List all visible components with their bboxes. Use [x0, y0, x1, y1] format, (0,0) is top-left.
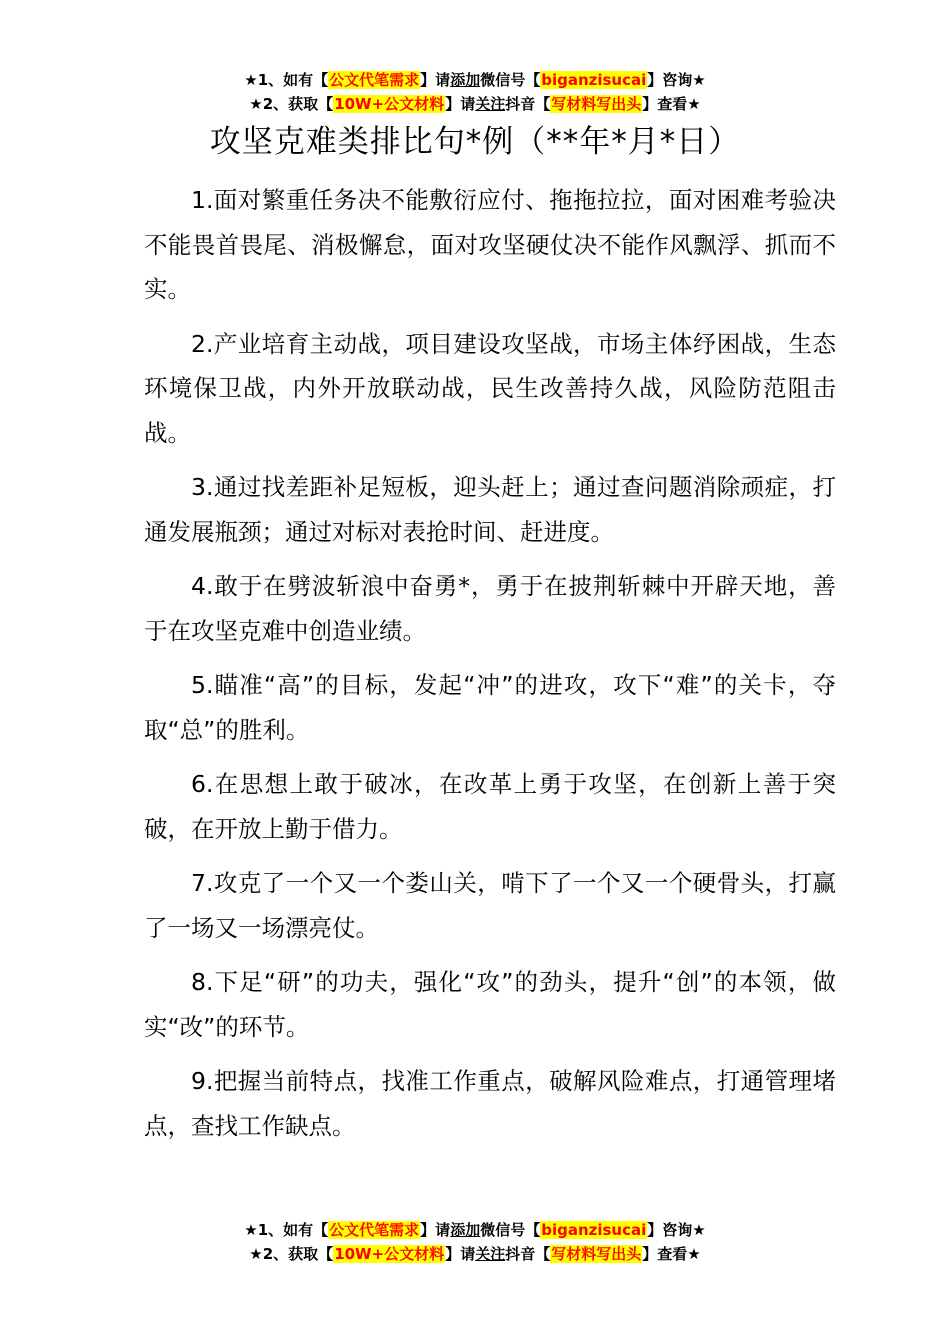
paragraph-4: 4.敢于在劈波斩浪中奋勇*，勇于在披荆斩棘中开辟天地，善于在攻坚克难中创造业绩。: [144, 572, 836, 645]
promo-line-2: [0, 1242, 950, 1266]
paragraph-5: 5.瞄准“高”的目标，发起“冲”的进攻，攻下“难”的关卡，夺取“总”的胜利。: [144, 671, 836, 744]
promo-text: 】请: [420, 1221, 451, 1239]
promo-text: 】请: [420, 71, 451, 89]
promo-highlight: 10W+公文材料: [334, 1245, 445, 1263]
promo-text: 】请: [445, 95, 476, 113]
promo-underlined: 添加: [450, 71, 481, 89]
header-promo-banner: [0, 68, 950, 116]
promo-wechat-id: biganzisucai: [541, 1221, 647, 1239]
promo-underlined: 关注: [475, 95, 506, 113]
promo-text: 抖音【: [505, 1245, 551, 1263]
paragraph-1: 1.面对繁重任务决不能敷衍应付、拖拖拉拉，面对困难考验决不能畏首畏尾、消极懈怠，面对攻坚硬仗决不能作风飘浮、抓而不实。: [144, 186, 836, 303]
promo-line-2: [0, 92, 950, 116]
promo-text: 】咨询★: [647, 71, 706, 89]
promo-douyin-id: 写材料写出头: [551, 95, 642, 113]
promo-text: 】咨询★: [647, 1221, 706, 1239]
promo-text: 微信号【: [480, 1221, 541, 1239]
paragraph-9: 9.把握当前特点，找准工作重点，破解风险难点，打通管理堵点，查找工作缺点。: [144, 1067, 836, 1140]
document-title: 攻坚克难类排比句*例（**年*月*日）: [209, 124, 741, 160]
promo-highlight: 10W+公文材料: [334, 95, 445, 113]
promo-wechat-id: biganzisucai: [541, 71, 647, 89]
document-body: [144, 178, 836, 1158]
promo-highlight: 公文代笔需求: [329, 1221, 420, 1239]
promo-text: ★1、如有【: [244, 71, 329, 89]
promo-underlined: 关注: [475, 1245, 506, 1263]
paragraph-7: 7.攻克了一个又一个娄山关，啃下了一个又一个硬骨头，打赢了一场又一场漂亮仗。: [144, 869, 836, 942]
paragraph-8: 8.下足“研”的功夫，强化“攻”的劲头，提升“创”的本领，做实“改”的环节。: [144, 968, 836, 1041]
paragraph-2: 2.产业培育主动战，项目建设攻坚战，市场主体纾困战，生态环境保卫战，内外开放联动战，民生改善持久战，风险防范阻击战。: [144, 329, 836, 447]
promo-text: 微信号【: [480, 71, 541, 89]
paragraph-6: 6.在思想上敢于破冰，在改革上勇于攻坚，在创新上善于突破，在开放上勤于借力。: [144, 770, 836, 843]
promo-douyin-id: 写材料写出头: [551, 1245, 642, 1263]
promo-text: ★2、获取【: [249, 1245, 334, 1263]
promo-text: 】查看★: [642, 95, 701, 113]
promo-text: 】查看★: [642, 1245, 701, 1263]
promo-text: 】请: [445, 1245, 476, 1263]
promo-text: ★2、获取【: [249, 95, 334, 113]
promo-underlined: 添加: [450, 1221, 481, 1239]
paragraph-3: 3.通过找差距补足短板，迎头赶上；通过查问题消除顽症，打通发展瓶颈；通过对标对表抢时间、赶进度。: [144, 473, 836, 546]
promo-line-1: [0, 1218, 950, 1242]
promo-highlight: 公文代笔需求: [329, 71, 420, 89]
promo-text: ★1、如有【: [244, 1221, 329, 1239]
footer-promo-banner: [0, 1218, 950, 1266]
promo-text: 抖音【: [505, 95, 551, 113]
promo-line-1: [0, 68, 950, 92]
